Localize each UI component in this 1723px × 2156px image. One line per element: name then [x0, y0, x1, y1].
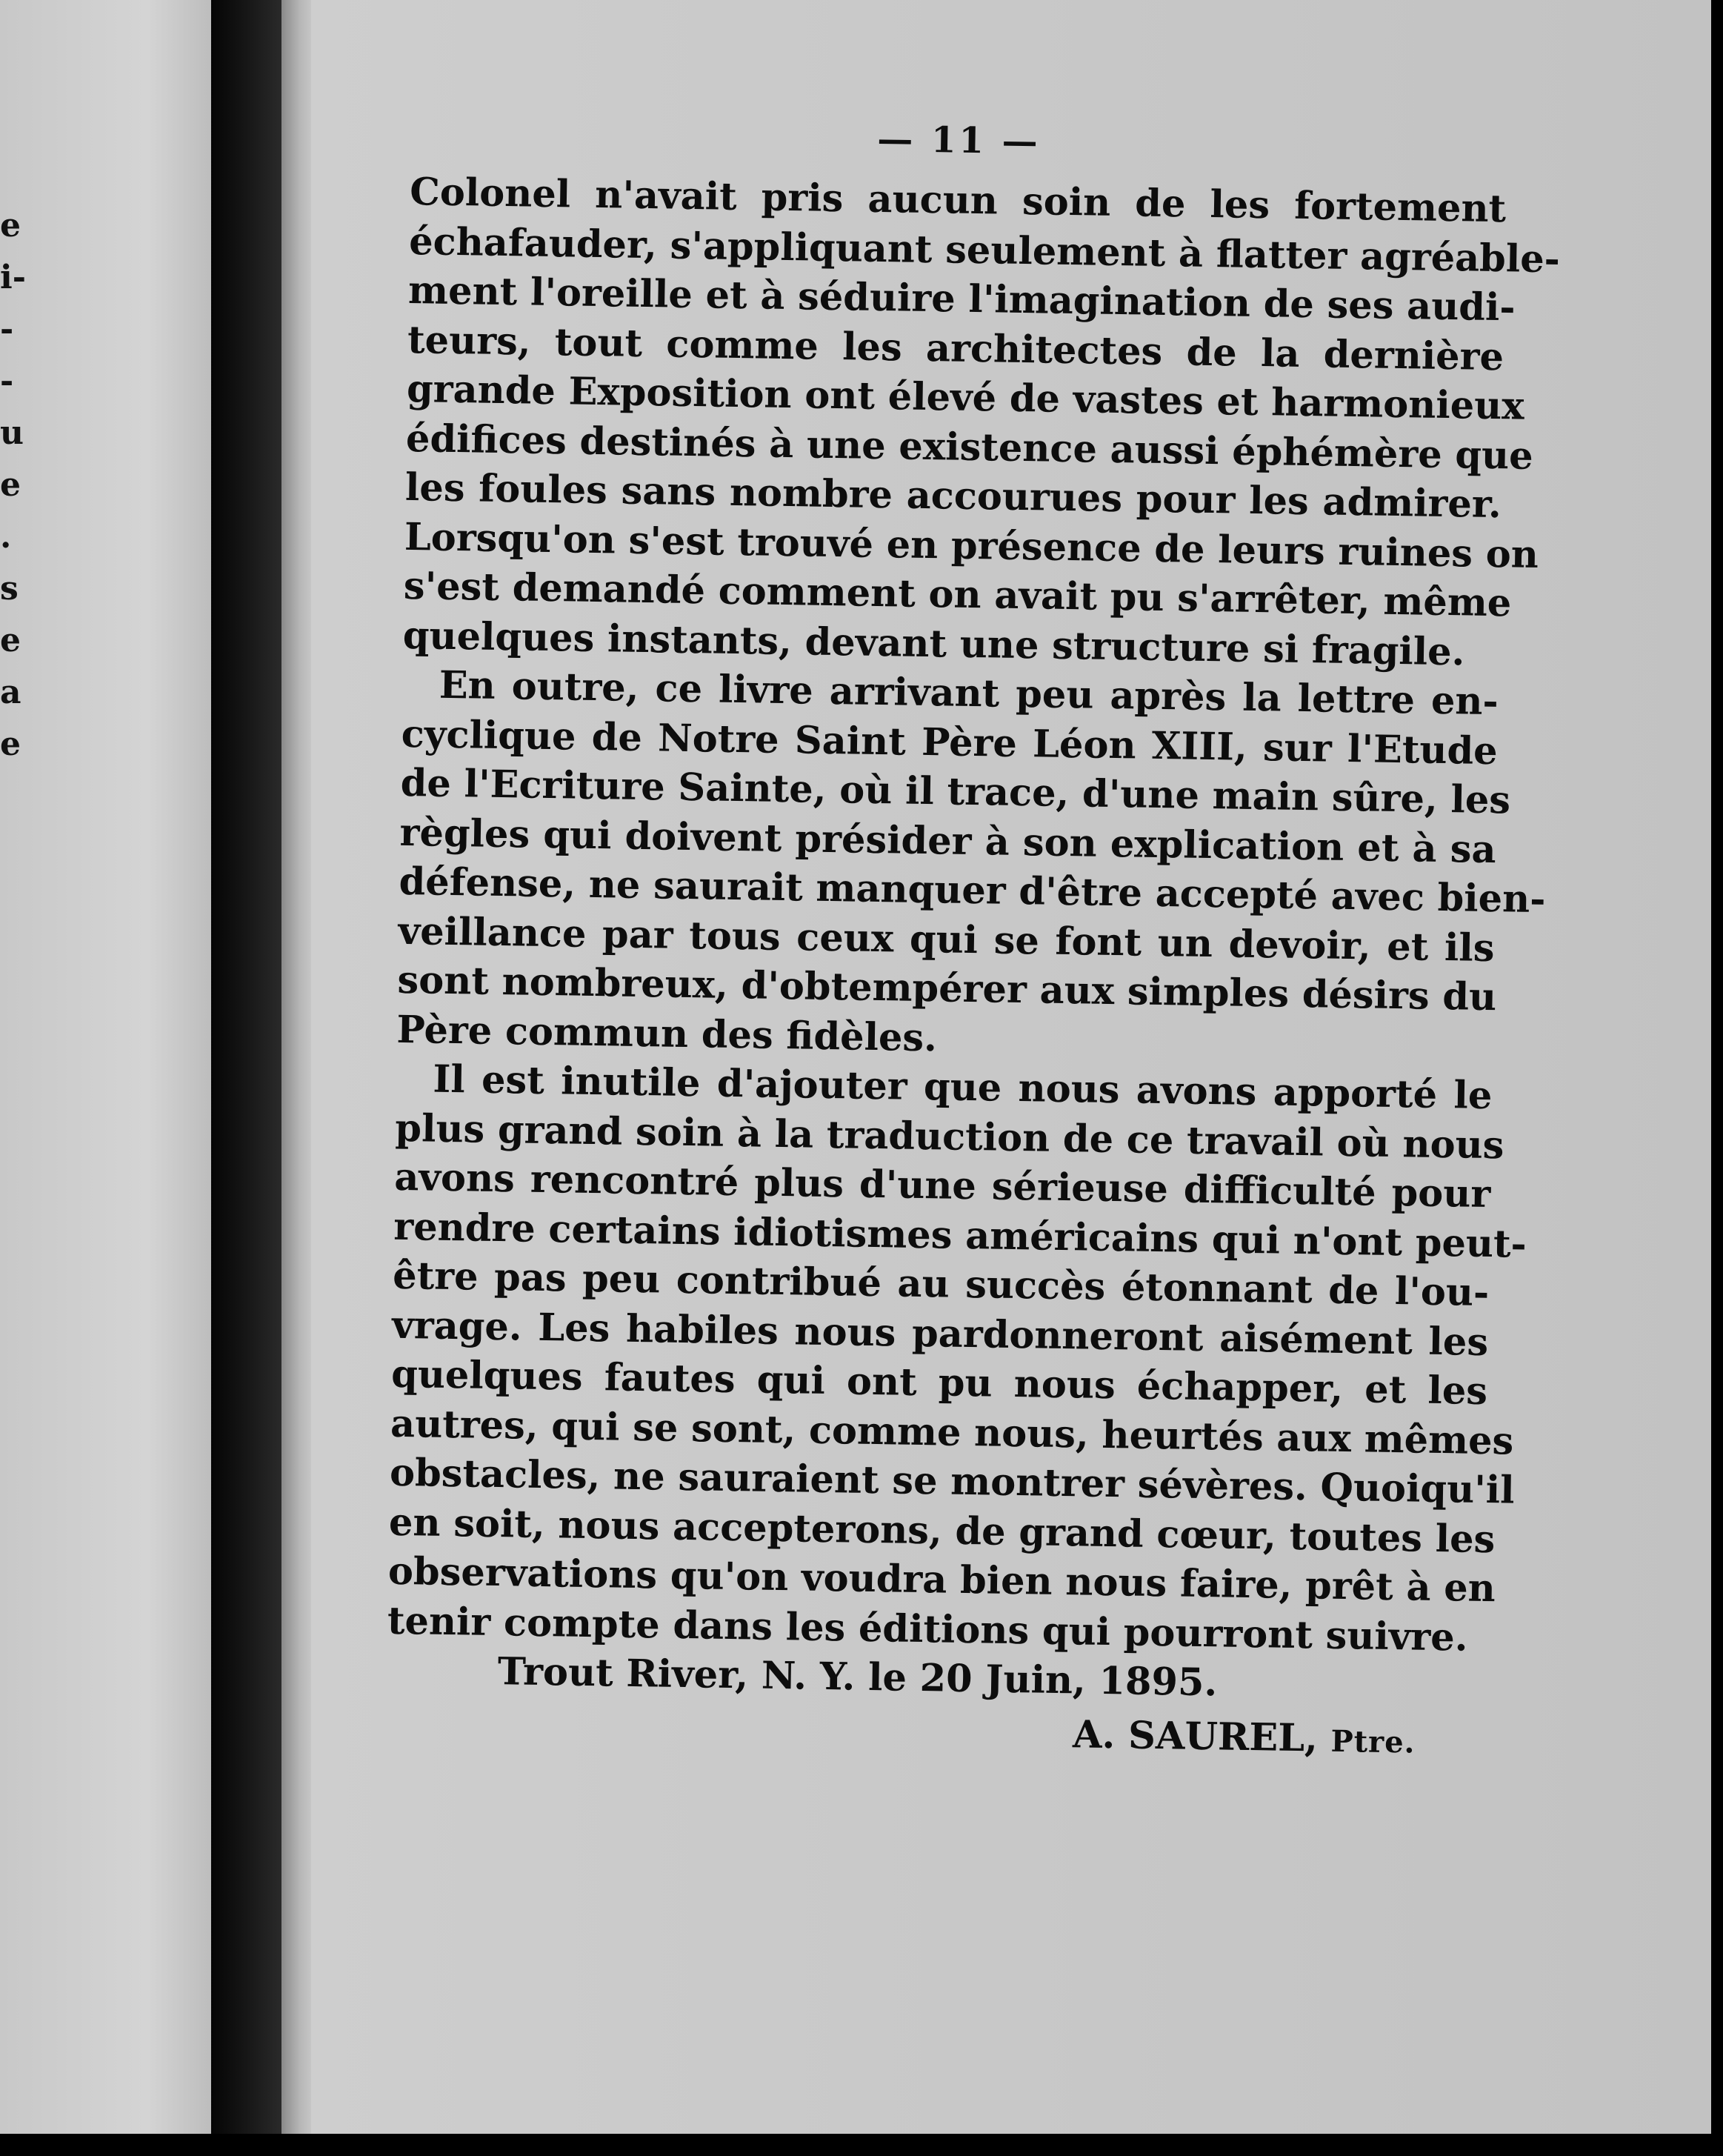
text-line: rendre certains idiotismes américains qui n'ont peut-	[393, 1204, 1527, 1267]
text-line: Père commun des fidèles.	[396, 1007, 938, 1060]
text-line: s'est demandé comment on avait pu s'arrêter, même	[403, 563, 1512, 626]
scan-border-right	[1711, 0, 1723, 2156]
paragraph-3	[387, 1054, 1527, 1663]
text-line: plus grand soin à la traduction de ce travail où nous	[394, 1105, 1504, 1168]
text-line: ment l'oreille et à séduire l'imagination de ses audi-	[407, 267, 1516, 330]
page-number: — 11 —	[876, 118, 1042, 163]
fragment: s	[0, 570, 19, 608]
text-line: les foules sans nombre accourues pour les admirer.	[404, 465, 1502, 528]
text-line: quelques fautes qui ont pu nous échapper, et les	[390, 1351, 1488, 1414]
facing-page-edge	[0, 0, 211, 2156]
text-line: de l'Ecriture Sainte, où il trace, d'une main sûre, les	[400, 760, 1511, 823]
text-line: avons rencontré plus d'une sérieuse difficulté pour	[393, 1154, 1491, 1217]
scan-border-bottom	[0, 2134, 1723, 2156]
text-line: tenir compte dans les éditions qui pourront suivre.	[387, 1598, 1469, 1660]
text-line: en soit, nous accepterons, de grand cœur, toutes les	[388, 1500, 1496, 1562]
signature-title: Ptre.	[1330, 1723, 1416, 1760]
fragment: -	[0, 362, 14, 400]
text-line: défense, ne saurait manquer d'être accepté avec bien-	[399, 859, 1546, 922]
text-line: grande Exposition ont élevé de vastes et harmonieux	[406, 366, 1525, 429]
text-line: règles qui doivent présider à son explication et à sa	[399, 810, 1496, 872]
text-line: Lorsqu'on s'est trouvé en présence de leurs ruines on	[404, 514, 1539, 577]
fragment: e	[0, 466, 21, 504]
fragment: i-	[0, 259, 26, 296]
text-line: obstacles, ne sauraient se montrer sévères. Quoiqu'il	[389, 1450, 1516, 1513]
facing-page-text-fragments	[0, 200, 26, 771]
text-line: vrage. Les habiles nous pardonneront aisément les	[391, 1302, 1489, 1365]
text-line: quelques instants, devant une structure si fragile.	[402, 613, 1465, 674]
text-line: sont nombreux, d'obtempérer aux simples désirs du	[397, 957, 1497, 1020]
fragment: e	[0, 622, 21, 659]
fragment: -	[0, 310, 14, 348]
paragraph-2	[396, 660, 1546, 1071]
text-line: veillance par tous ceux qui se font un devoir, et ils	[398, 908, 1495, 971]
signature-name: A. SAUREL,	[1072, 1711, 1319, 1760]
book-gutter	[211, 0, 281, 2156]
text-line: être pas peu contribué au succès étonnant de l'ou-	[392, 1253, 1490, 1316]
paragraph-1	[402, 167, 1561, 677]
text-line: cyclique de Notre Saint Père Léon XIII, sur l'Etude	[401, 711, 1499, 773]
body-text	[385, 167, 1561, 1769]
text-line: observations qu'on voudra bien nous faire, prêt à en	[387, 1548, 1496, 1611]
fragment: a	[0, 673, 21, 711]
text-line: teurs, tout comme les architectes de la dernière	[407, 317, 1504, 379]
text-line: édifices destinés à une existence aussi éphémère que	[405, 416, 1534, 479]
dateline: Trout River, N. Y. le 20 Juin, 1895.	[497, 1649, 1218, 1706]
text-line: En outre, ce livre arrivant peu après la lettre en-	[439, 662, 1499, 725]
text-line: Il est inutile d'ajouter que nous avons apporté le	[433, 1057, 1493, 1119]
text-line: autres, qui se sont, comme nous, heurtés aux mêmes	[390, 1401, 1514, 1464]
text-line: Colonel n'avait pris aucun soin de les fortement	[409, 169, 1507, 232]
fragment: e	[0, 207, 21, 244]
fragment: u	[0, 414, 24, 452]
fragment: .	[0, 518, 12, 556]
text-line: échafauder, s'appliquant seulement à flatter agréable-	[408, 219, 1561, 282]
fragment: e	[0, 725, 21, 763]
page-content	[385, 111, 1561, 1769]
gutter-shadow	[281, 0, 311, 2156]
